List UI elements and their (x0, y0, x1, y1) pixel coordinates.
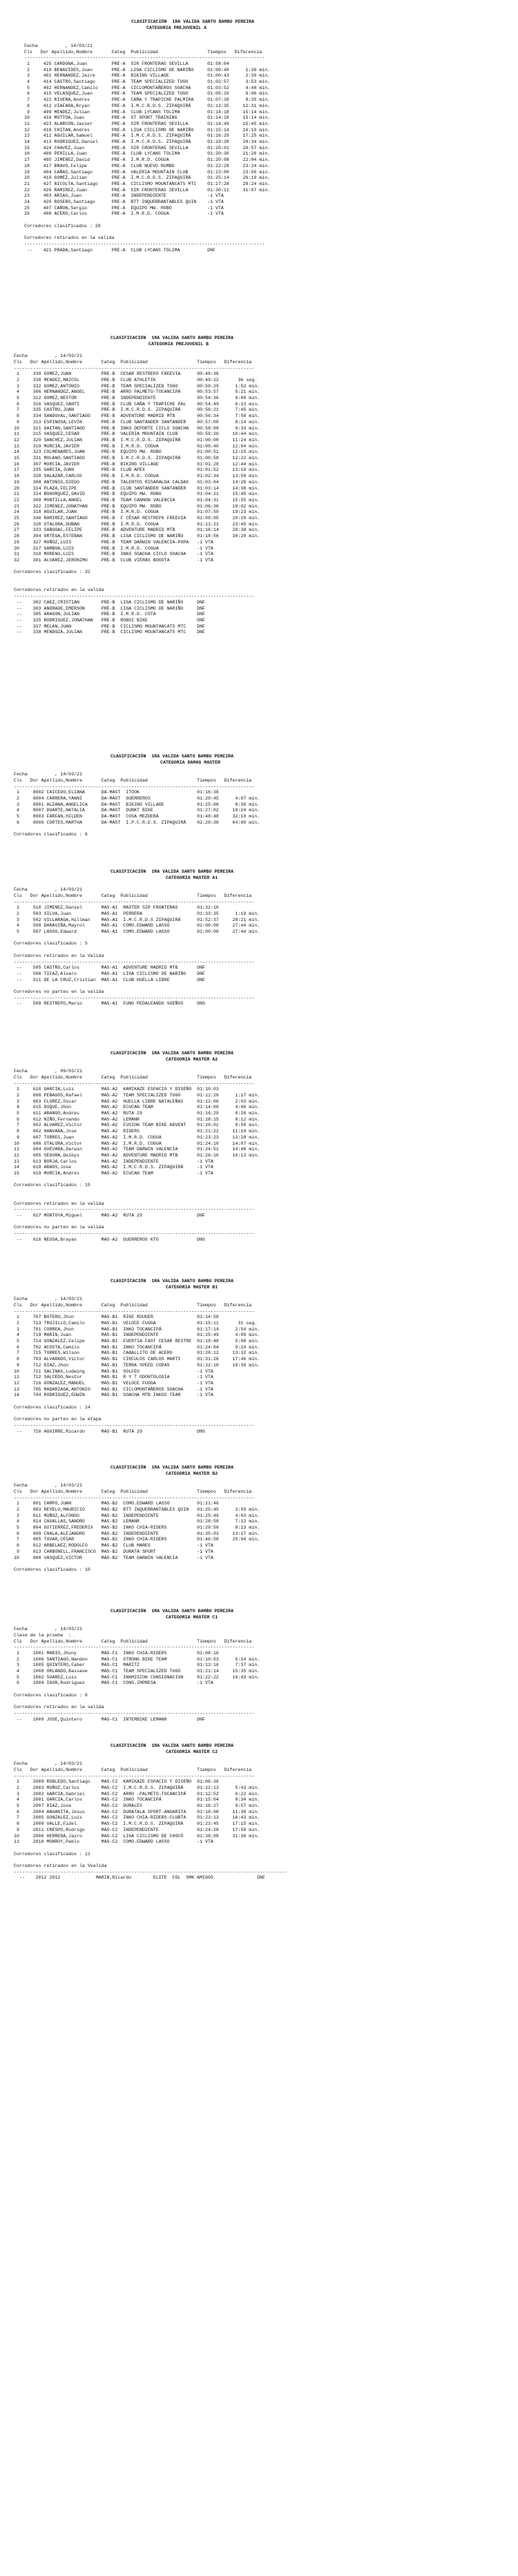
report-line: 26 406 ACERO,Carlos PRE-A I.M.R.D. COGUA -1 VTA (24, 211, 224, 217)
report-line: 29 327 MUÑOZ,LUIS PRE-B TEAM DARWIN VALENCIA-POPA -1 VTA (14, 539, 213, 545)
report-line: -- 337 MELAN,JUAN PRE-B CICLISMO MOUNTANCATS MTC DNF (14, 623, 205, 629)
report-line: Corredores clasificados : 15 (14, 1183, 90, 1188)
category-section (0, 1051, 518, 1243)
report-line: 10 416 MOTTOA,Juan PRE-A ST SPORT TRAINING 01:14:18 15:14 min. (24, 115, 271, 121)
category-section (0, 336, 518, 636)
report-line: Clase de la prueba : (14, 1632, 72, 1638)
report-line: -- 305 ARAGON,JULIAN PRE-B I.M.R.D. COTA DNF (14, 612, 205, 617)
report-line: 18 328 SALAZAR,CARLOS PRE-B I.M.R.D. COGUA 01:02:34 13:58 min. (14, 474, 260, 479)
report-line: 14 618 ARAOS,Jose MAS-A2 I.M.C.R.D.S. ZIPAQUIRÁ -1 VTA (14, 1165, 213, 1170)
report-line: 14 413 RODRIGUEZ,Daniel PRE-A I.M.C.R.D.S. ZIPAQUIRÁ 01:19:38 20:34 min. (24, 139, 271, 144)
report-line: 8 703 ALVARADO,Victor MAS-B1 CIRCULOS CARLOS MARTI 01:31:26 17:46 min. (14, 1357, 260, 1362)
report-line: 12 418 CHITAN,Andres PRE-A LIGA CICLISMO DE NARIÑO 01:15:14 16:10 min. (24, 127, 271, 133)
report-line: 7 805 TOVAR,CESAR MAS-B2 INKO CHIA-RIDERS 01:46:50 25:04 min. (14, 1537, 260, 1542)
report-line: -- 710 AGUIRRE,Ricardo MAS-B1 RUTA 29 DNS (14, 1429, 205, 1434)
report-line: 11 2010 MONROY,Pablo MAS-C2 COMO.EDWARD LASSO -1 VTA (14, 1839, 213, 1845)
report-line: 32 301 ALVAREZ,JERONIMO PRE-B CLUB VIERAS BOGOTA -1 VTA (14, 557, 213, 563)
report-line: Fecha , 14/03/21 (14, 1761, 82, 1767)
report-line: -- 303 ANDRADE,EMERSON PRE-B LIGA CICLISMO DE NARIÑO DNF (14, 606, 205, 611)
report-line: 21 324 BOHORQUEZ,DAVID PRE-B EQUIPO MW. ROBO 01:04:21 15:45 min. (14, 492, 260, 497)
report-line: 24 318 AGUILAR,JUAN PRE-B I.M.R.D. COGUA 01:07:59 19:23 min. (14, 510, 260, 515)
report-line: 2 1006 SANTIAGO,Nandon MAS-C1 STRONG BIKE TEAM 01:10:53 5:14 min. (14, 1656, 260, 1662)
report-line: -- 338 MENDOZA,JULIAN PRE-B CICLISMO MOUNTANCATS MTC DNF (14, 630, 205, 635)
report-line: 13 705 MADARIAGA,ANTONIO MAS-B1 CICLOMONTAÑEROS SOACHA -1 VTA (14, 1386, 213, 1392)
report-line: 3 603 FLOREZ,Oscar MAS-A2 HUELLA LIBRE NATALEÑAS 01:12:06 2:03 min. (14, 1098, 260, 1104)
report-line: 1 1001 MARIO,Jhony MAS-C1 INKO CHIA-RIDERS 01:08:16 (14, 1650, 219, 1656)
section-title: CLASIFICACIÓN 1RA VALIDA SANTO BAMBU PEREIRA (111, 1279, 234, 1284)
report-line: 17 405 JIMENEZ,David PRE-A I.M.R.D. COGUA 01:20:08 22:04 min. (24, 157, 271, 163)
report-line: ---------------------------------------------------------------------------------------- (14, 1422, 255, 1428)
report-line: 2 803 REVELO,MAURICIO MAS-B2 BTT INQUEBRANTABLES QUIN 01:25:45 3:59 min. (14, 1507, 260, 1512)
report-line: 26 320 OTALORA,DUBAN PRE-B I.M.R.D. COGUA 01:11:21 23:45 min. (14, 521, 260, 527)
report-line: ---------------------------------------------------------------------------------------- (14, 1231, 255, 1236)
category-title: CATEGORIA MASTER B2 (166, 1471, 218, 1476)
report-line: Corredores clasificados : 6 (14, 1692, 88, 1698)
report-line: 10 808 VASQUEZ,VICTOR MAS-B2 TEAM DARWIN VALENCIA -1 VTA (14, 1555, 213, 1560)
section-title: CLASIFICACIÓN 1RA VALIDA SANTO BAMBU PEREIRA (111, 336, 234, 340)
report-line: 16 307 MURCIA,JAVIER PRE-B BIKING VILLAGE 01:01:20 12:44 min. (14, 461, 260, 467)
report-line: 7 602 ALVAREZ,Victor MAS-A2 FUSION TEAM BIKE ADVENT 01:20:01 9:58 min. (14, 1123, 260, 1128)
report-line: 11 315 VASQUEZ,CESAR PRE-B VALERIA MOUNTAIN CLUB 00:59:20 10:44 min. (14, 432, 260, 437)
report-line: 7 2005 GONZALEZ,Luis MAS-C2 INKO CHIA-RIDERS-CLUBTA 01:23:13 16:43 min. (14, 1815, 260, 1821)
report-line: 11 423 ALARCON,Javier PRE-A SIR FRONTERAS SEVILLA 01:14:49 15:45 min. (24, 121, 271, 126)
report-line: 15 619 MURCIA,Andres MAS-A2 ECUCAN TEAM -1 VTA (14, 1171, 213, 1176)
report-line: ---------------------------------------------------------------------------------------- (14, 1495, 255, 1500)
report-line: 9 712 DIAZ,Jhon MAS-B1 TERRA SPEED COPAS 01:32:10 18:30 min. (14, 1362, 260, 1368)
report-line: ---------------------------------------------------------------------------------------- (14, 995, 255, 1000)
report-line: 8 602 HANVARA,Jose MAS-A2 RIDERS 01:21:22 11:19 min. (14, 1129, 260, 1134)
report-line: 6 612 NIÑO,Fernando MAS-A2 LEMANR 01:18:15 8:12 min. (14, 1116, 260, 1122)
section-title: CLASIFICACIÓN 1RA VALIDA SANTO BAMBU PEREIRA (111, 1465, 234, 1470)
section-title: CLASIFICACIÓN 1RA VALIDA SANTO BAMBU PEREIRA (111, 1609, 234, 1614)
report-line: 3 811 MUÑOZ,ALFONSO MAS-B2 INDEPENDIENTE 01:25:49 4:03 min. (14, 1513, 260, 1518)
report-line: ---------------------------------------------------------------------------------------- (14, 1308, 255, 1314)
report-line: 10 711 SALINAS,Ludwing MAS-B1 SOLFEO -1 VTA (14, 1368, 213, 1374)
report-line: 9 409 MENDEZ,Julian PRE-A CLUB LYCANS TOLIMA 01:14:18 15:14 min. (24, 109, 271, 115)
report-line: 23 403 ARIAS,Juan PRE-A INDEPENDIENTE -1 VTA (24, 193, 224, 199)
category-title: CATEGORIA MASTER B1 (166, 1284, 218, 1290)
report-line: 6 809 CHALA,ALEJANDRO MAS-B2 INDEPENDIENTE 01:35:03 13:17 min. (14, 1531, 260, 1536)
report-line: ---------------------------------------------------------------------------------------- (14, 594, 255, 599)
report-line: Corredores clasificados : 11 (14, 1851, 90, 1857)
report-line: 3 701 CORREA,Jhon MAS-B1 INKO TOCANCIPÁ 01:17:14 2:54 min. (14, 1326, 260, 1332)
report-line: 1 610 GARCIA,Luis MAS-A2 KAMIKAZE ESPACIO Y DISEÑO 01:10:03 (14, 1087, 219, 1092)
category-title: CATEGORIA PREJUVENIL A (146, 25, 207, 30)
report-line: Corredores retirados en la valida (14, 1705, 104, 1710)
report-line: 8 334 SANDOVAL,SANTIAGO PRE-B ADVENTURE MADRID MTB 00:56:34 7:58 min. (14, 414, 260, 419)
report-line: 20 410 GOMEZ,Julian PRE-A I.M.C.R.D.S. ZIPAQUIRÁ 01:25:14 26:10 min. (24, 175, 271, 181)
report-line: 4 1008 ORLANDO,Bassave MAS-C1 TEAM SPECIALIZED TUGO 01:21:14 15:35 min. (14, 1669, 260, 1674)
report-line: 19 404 CAÑAS,Santiago PRE-A VALERIA MOUNTAIN CLUB 01:23:00 23:56 min. (24, 169, 271, 175)
report-line: ---------------------------------------------------------------------------------------- (14, 1645, 255, 1650)
report-line: 4 615 DUQUE,Jhon MAS-A2 ECUCAN TEAM 01:14:09 4:06 min. (14, 1105, 260, 1110)
report-line: Corredores no partes en la valida (14, 989, 104, 994)
report-line: Corredores clasificados : 14 (14, 1404, 90, 1410)
report-line: 1 801 CAMPO,JUAN MAS-B2 COMO.EDWARD LASSO 01:21:46 (14, 1501, 219, 1507)
report-line: Cls Dor Apellido,Nombre Categ Publicidad Tiempos Diferencia (14, 1638, 252, 1644)
report-line: 17 335 GARCIA,JUAN PRE-B CLUB APEX 01:01:52 13:16 min. (14, 467, 260, 473)
report-line: Cls Dor Apellido,Nombre Categ Publicidad Tiempos Diferencia (14, 1074, 252, 1080)
report-line: 27 333 SABOGAL,FELIPE PRE-B ADVENTURE MADRID MTB 01:16:14 28:38 min. (14, 527, 260, 533)
report-line: 6 1004 IGOR,Rodriguez MAS-C1 CONS.IMPRESA -1 VTA (14, 1681, 213, 1686)
report-line: 1 2009 ROBLEDO,Santiago MAS-C2 KAMIKAZE ESPACIO Y DISEÑO 01:06:30 (14, 1779, 219, 1785)
report-line: -- 509 RESTREPO,Mario MAS-A1 FUNO PEDALEANDO SUEÑOS DNS (14, 1001, 205, 1007)
section-title: CLASIFICACIÓN 1RA VALIDA SANTO BAMBU PEREIRA (111, 869, 234, 874)
category-title: CATEGORIA PREJUVENIL B (148, 341, 209, 347)
report-line: ---------------------------------------------------------------------------------------- (14, 899, 255, 904)
report-line: Corredores clasificados : 10 (14, 1567, 90, 1572)
category-title: CATEGORIA MASTER A1 (166, 875, 218, 880)
report-line: 3 502 VILLARAGA,Hillman MAS-A1 I.M.C.R.D.S ZIPAQUIRÁ 01:52:37 20:21 min. (14, 917, 260, 922)
report-line: 15 331 MOLANO,SANTIAGO PRE-B I.M.C.R.D.S. ZIPAQUIRÁ 01:00:58 12:22 min. (14, 456, 260, 461)
report-line: 3 2002 GARCIA,Gabriel MAS-C2 ARRO -PALMETO-TOCANCIPÁ 01:12:52 6:22 min. (14, 1791, 260, 1797)
category-title: CATEGORIA MASTER C2 (166, 1749, 218, 1754)
report-line: 4 306 HERNANDEZ,ANGEL PRE-B ARRO PALMETO-TOCANCIPÁ 00:53:57 5:21 min. (14, 389, 260, 395)
report-line: 9 607 TORRES,Juan MAS-A2 I.M.R.D. COGUA 01:23:23 13:20 min. (14, 1134, 260, 1140)
report-line: 2 2003 MUÑOZ,Carlos MAS-C2 I.M.C.R.D.S. ZIPAQUIRÁ 01:12:13 5:43 min. (14, 1785, 260, 1790)
report-line: Cls Dor Apellido,Nombre Categ Publicidad Tiempos Diferencia (14, 1302, 252, 1308)
report-line: -- 506 TIFAZ,Alvaro MAS-A1 LIGA CICLISMO DE NARIÑO DNF (14, 971, 205, 976)
report-line: 4 718 MARIN,Juan MAS-B1 INDEPENDIENTE 01:25:49 4:09 min. (14, 1333, 260, 1338)
report-line: 16 408 PERILLA,Juan PRE-A CLUB LYCANS TOLIMA 01:20:30 21:26 min. (24, 151, 271, 157)
report-line: 13 319 MURCIA,JAVIER PRE-B I.M.R.D. COGUA 01:00:40 12:04 min. (14, 443, 260, 449)
report-line: 4 508 DARAVIÑA,Mayrol MAS-A1 COMO.EDWARD LASSO 02:00:00 27:44 min. (14, 923, 260, 929)
report-line: 6 8006 CORTES,MARTHA DA-MAST I.P.C.R.D.S. ZIPAQUIRÁ 02:20:38 64:00 min. (14, 820, 260, 825)
report-line: 14 704 RODRIGUEZ,EDWIN MAS-B1 SOACHA MTB INKOS TEAM -1 VTA (14, 1393, 213, 1398)
report-line: -- 302 CAEZ,CRISTIAN PRE-B LIGA CICLISMO DE NARIÑO DNF (14, 599, 205, 605)
report-line: 7 715 TORRES,Wilson MAS-B1 CABALLITO DE ACERO 01:28:12 13:32 min. (14, 1350, 260, 1356)
report-line: 6 415 VELASQUEZ,Juan PRE-A TEAM SPECIALIZED TUGO 01:05:10 6:06 min. (24, 91, 271, 97)
report-line: Corredores retirados en la valida (24, 235, 115, 241)
report-line: Cls Dor Apellido,Nombre Categ Publicidad Tiempos Diferencia (14, 359, 252, 365)
report-line: 11 712 SALCEDO,Nestor MAS-B1 R Y T ODONTOLOGIA -1 VTA (14, 1375, 213, 1380)
report-line: 3 401 HERNANDEZ,Jaire PRE-A BIKING VILLAGE 01:00:43 2:39 min. (24, 73, 271, 79)
report-line: 10 321 GAITAN,SANTIAGO PRE-B INKO DEPORTE CICLO SOACHA 00:58:09 9:33 min. (14, 425, 260, 431)
report-line: 10 2006 HERRERA,Jairo MAS-C2 LIGA CICLISMO DE CHOCÓ 01:38:09 31:39 min. (14, 1833, 260, 1839)
report-line: 2 503 SILVA,Juan MAS-A1 PERRERA 01:33:35 1:19 min. (14, 911, 260, 916)
report-line: Fecha , 14/03/21 (14, 354, 82, 359)
report-line: 8 812 ARBELAEZ,RODOLFO MAS-B2 CLUB MARES -1 VTA (14, 1543, 213, 1549)
report-line: 12 329 SANCHEZ,JULIAN PRE-B I.M.C.R.D.S. ZIPAQUIRÁ 01:00:00 11:24 min. (14, 437, 260, 443)
report-line: Cls Dor Apellido,Nombre Categ Publicidad Tiempos Diferencia (14, 777, 252, 783)
report-line: 5 312 GOMEZ,NESTOR PRE-B INDEPENDIENTE 00:54:36 6:00 min. (14, 396, 260, 400)
report-line: 25 407 CAÑON,Sergio PRE-A EQUIPO MW. ROBO -1 VTA (24, 205, 224, 211)
category-section (0, 19, 518, 253)
report-line: 8 2008 VALLE,Fidel MAS-C2 I.M.C.R.D.S. ZIPAQUIRÁ 01:23:45 17:15 min. (14, 1821, 260, 1827)
report-line: Corredores clasificados : 26 (24, 223, 101, 229)
report-line: 20 314 PLAZA,FELIPE PRE-B CLUB SANTANDER SANTANDER 01:03:14 14:38 min. (14, 485, 260, 491)
report-line: 19 308 ANTONIO,DIEGO PRE-B TALENTOS RISARALDA CALDAS 01:03:04 14:28 min. (14, 479, 260, 485)
category-section (0, 1279, 518, 1435)
report-line: -- 505 CASTRO,Carlos MAS-A1 ADVENTURE MADRID MTB DNF (14, 965, 205, 971)
section-title: CLASIFICACIÓN 1RA VALIDA SANTO BAMBU PEREIRA (111, 1743, 234, 1748)
report-line: Corredores no parten en la valida (14, 1225, 104, 1230)
report-line: 28 304 ORTEGA,ESTEBAN PRE-B LIGA CICLISMO DE NARIÑO 01:18:56 30:20 min. (14, 534, 260, 539)
report-line: Cls Dor Apellido,Nombre Categ Publicidad Tiempos Diferencia (14, 893, 252, 898)
category-section (0, 869, 518, 1007)
report-line: 11 604 GUEVARA,Darwin MAS-A2 TEAM DARWIN VALENCIA 01:24:51 14:48 min. (14, 1147, 260, 1152)
report-line: 31 310 MORENO,LUIS PRE-B INKO SOACHA CICLO SOACHA -1 VTA (14, 552, 213, 557)
report-line: 9 313 ESPINOSA,LEVIN PRE-B CLUB SANTANDER SANTANDER 00:57:00 8:24 min. (14, 419, 260, 425)
report-line: ---------------------------------------------------------------------------------------- (14, 1081, 255, 1086)
report-line: 7 422 RIVERA,Andres PRE-A CAÑA Y TRAPICHE PALMIRA 01:07:39 8:35 min. (24, 97, 271, 103)
report-line: 2 8004 CARRERA,YANNI DA-MAST GUERREROS 01:20:45 4:07 min. (14, 795, 260, 801)
report-line: 12 605 SEGURA,Deibys MAS-A2 ADVENTURE MADRID MTB 01:26:16 16:13 min. (14, 1152, 260, 1158)
report-line: 24 420 ROSERO,Santiago PRE-A BTT INQUEBRANTABLES QUIN -1 VTA (24, 200, 224, 204)
report-line: 8 412 VIAFARA,Bryan PRE-A I.M.C.R.D.S. ZIPAQUIRÁ 01:13:35 12:31 min. (24, 103, 271, 108)
report-line: Corredores retirados en la valida (14, 588, 104, 593)
report-line: -- 421 PRADA,Santiago PRE-A CLUB LYCANS TOLIMA DNF (24, 247, 215, 253)
report-line: 3 1005 QUINTERO,Faber MAS-C1 MARITZ 01:13:16 7:37 min. (14, 1663, 260, 1668)
report-line: Corredores clasificados : 32 (14, 570, 90, 575)
report-line: 15 424 CHAVEZ,Juan PRE-A SIR FRONTERAS SEVILLA 01:20:01 20:57 min. (24, 145, 271, 151)
report-line: ---------------------------------------------------------------------------------------- (14, 1710, 255, 1716)
report-line: Corredores retirados en la Vvalida (14, 1863, 107, 1868)
report-line: ---------------------------------------------------------------------------------------- (14, 959, 255, 965)
report-line: 6 316 VASQUEZ,SANTI PRE-B CLUB CAÑA Y TRAPICHE PAL 00:54:49 6:13 min. (14, 401, 260, 407)
report-line: 4 2001 GARCIA,Carlos MAS-C2 INKO TOCANCIPÁ 01:15:04 8:34 min. (14, 1797, 260, 1803)
report-line: -- 1009 JOSE,Quintero MAS-C1 INTERBIKE LEMANR DNF (14, 1716, 205, 1722)
category-section (0, 1609, 518, 1723)
category-title: CATEGORIA MASTER A2 (166, 1056, 218, 1062)
report-line: 3 8001 ALZANA,ANGELICA DA-MAST BIKING VILLAGE 01:25:08 8:30 min. (14, 802, 260, 807)
report-line: Corredores retirados en la valida (14, 1201, 104, 1206)
report-line: Fecha , 14/03/21 (14, 1483, 82, 1489)
report-line: 4 814 CASALLAS,SANDRO MAS-B2 LEMANR 01:28:58 7:12 min. (14, 1519, 260, 1524)
report-line: 9 2011 CRESPO,Rodrigo MAS-C2 INDEPENDIENTE 01:24:28 17:58 min. (14, 1827, 260, 1832)
report-line: 13 411 AGUILAR,Samuel PRE-A I.M.C.R.D.S. ZIPAQUIRÁ 01:16:29 17:25 min. (24, 133, 271, 139)
report-line: 5 402 HERNANDEZ,Camilo PRE-A CICLOMONTAÑEROS SOACHA 01:03:52 4:48 min. (24, 85, 271, 90)
report-line: ---------------------------------------------------------------------------------------------------- (14, 1869, 287, 1875)
report-line: ---------------------------------------------------------------------------------------- (14, 1773, 255, 1779)
report-line: 9 813 CARBONELL,FRANCISCO MAS-B2 DURATA SPORT -1 VTA (14, 1549, 213, 1554)
report-line: 25 340 RAMIREZ,SANTIAGO PRE-B F CÉSAR RESTREPO FREEVIA 01:09:05 20:29 min. (14, 516, 260, 521)
report-line: Cls Dor Apellido,Nombre Categ Publicidad Tiempos Diferencia (14, 1767, 252, 1772)
report-line: Fecha , 14/03/21 (14, 772, 82, 777)
report-line: 5 804 GUTIERREZ,FREDERIX MAS-B2 INKO CHIA-RIDERS 01:29:59 8:13 min. (14, 1525, 260, 1530)
report-line: 30 317 GAMBOA,LUIS PRE-B I.M.R.D. COGUA -1 VTA (14, 545, 213, 551)
report-line: 5 1002 SUAREZ,Luis MAS-C1 INKMISION CONSIGNACION 01:22:22 16:43 min. (14, 1674, 260, 1680)
report-line: -- 325 RODRIGUEZ,JONATHAN PRE-B ROBOI BIKE DNF (14, 617, 205, 623)
report-line: 7 335 CASTRO,JUAN PRE-B I.M.C.R.D.S. ZIPAQUIRÁ 00:56:21 7:45 min. (14, 407, 260, 413)
category-section (0, 1743, 518, 1881)
category-title: CATEGORIA MASTER C1 (166, 1614, 218, 1620)
report-line: 5 2007 DIAZ,Jose MAS-C2 DURALES 01:16:27 9:57 min. (14, 1803, 260, 1808)
report-line: -- 616 NEUSA,Brayan MAS-A2 GUERREROS KTO DNS (14, 1237, 205, 1242)
report-line: 4 8007 DUARTE,NATALIA DA-MAST DUNKT BIKE 01:27:02 10:24 min. (14, 808, 260, 813)
report-line: Cls Dor Apellido,Nombre Categ Publicidad Tiempos Diferencia (24, 49, 262, 55)
report-line: 10 606 OTALORA,Victor MAS-A2 I.M.R.D. COGUA 01:24:10 14:07 min. (14, 1141, 260, 1146)
report-line: Fecha , 14/03/21 (24, 43, 93, 48)
report-line: 22 309 MONTILLA,ANGEL PRE-B TEAM CANNON VALENCIA 01:04:31 15:55 min. (14, 497, 260, 503)
report-line: 21 427 NICOLTA,Santiago PRE-A CICLISMO MOUNTANCATS MTC 01:27:28 28:24 min. (24, 181, 271, 186)
section-title: CLASIFICACIÓN 1RA VALIDA SANTO BAMBU PEREIRA (111, 1051, 234, 1056)
report-line: Cls Dor Apellido,Nombre Categ Publicidad Tiempos Diferencia (14, 1489, 252, 1494)
report-line: -- 511 DE LA CRUZ,Cristian MAS-A1 CLUB HUELLA LIBRE DNF (14, 977, 205, 982)
section-title: CLASIFICACIÓN 1RA VALIDA SANTO BAMBU PEREIRA (111, 754, 234, 759)
report-line: 1 8002 CAICEDO,ELIANA DA-MAST ITOOK 01:16:38 (14, 790, 219, 795)
category-section (0, 754, 518, 838)
report-line: 2 338 MENDEZ,MAICOL PRE-B CLUB ATHLETIK 00:49:12 36 seg. (14, 377, 258, 382)
report-line: 6 2004 ANGARITA,Jesus MAS-C2 DURATALA SPORT-ANGARITA 01:18:08 11:38 min. (14, 1809, 260, 1814)
category-section (0, 1465, 518, 1573)
category-title: CATEGORIA DAMAS MASTER (160, 759, 221, 765)
report-line: 13 613 BORJA,Carlos MAS-A2 INDEPENDIENTE -1 VTA (14, 1159, 213, 1164)
report-line: Fecha , 09/03/21 (14, 1069, 82, 1074)
report-line: Fecha , 14/03/21 (14, 1627, 82, 1632)
report-line: Fecha , 14/03/21 (14, 887, 82, 893)
report-line: 5 611 ARANGO,Andres MAS-A2 RUTA 29 01:16:29 6:26 min. (14, 1111, 260, 1116)
section-title: CLASIFICACIÓN 1RA VALIDA SANTO BAMBU PEREIRA (131, 19, 255, 24)
report-line: Corredores retirados en la Valida (14, 953, 104, 958)
report-line: 18 417 BRAVO,Felipe PRE-A CLUB NUEVO RUMBO 01:22:28 23:24 min. (24, 163, 271, 168)
report-line: 12 716 GONZALEZ,MANUEL MAS-B1 VELOCE FUGGA -1 VTA (14, 1380, 213, 1386)
report-line: ---------------------------------------------------------------------------------------- (24, 55, 265, 61)
report-line: 23 322 JIMENEZ,JONATHAN PRE-B EQUIPO MW. ROBO 01:06:38 18:02 min. (14, 503, 260, 509)
report-line: -- 617 MONTOYA,Miguel MAS-A2 RUTA 29 DNF (14, 1212, 205, 1218)
report-line: 22 426 RAMIREZ,Juan PRE-A SIR FRONTERAS SEVILLA 01:30:11 31:07 min. (24, 187, 271, 193)
report-line: 14 323 COLMENARES,JUAN PRE-B EQUIPO MW. ROBO 01:00:51 12:15 min. (14, 449, 260, 455)
report-line: Corredores no partes en la etapa (14, 1417, 102, 1422)
report-line: 5 507 LASSO,Edward MAS-A1 COMO.EDWARD LASSO 02:00:00 27:44 min. (14, 929, 260, 934)
report-line: 2 713 TRUJILLO,Camilo MAS-B1 VELOCE FUGGA 01:15:11 31 seg. (14, 1320, 258, 1326)
report-line: Corredores clasificados : 5 (14, 941, 88, 947)
report-line: 3 332 GOMEZ,ANTONIO PRE-B TEAM SPECIALIZED TUGO 00:50:29 1:53 min. (14, 383, 260, 389)
report-line: Fecha , 14/03/21 (14, 1297, 82, 1302)
report-line: 1 510 JIMENEZ,Daniel MAS-A1 MASTER SIR FRONTERAS 01:32:16 (14, 905, 219, 911)
report-line: ---------------------------------------------------------------------------------------- (14, 784, 255, 789)
report-line: 1 425 CARDONA,Juan PRE-A SIR FRONTERAS SEVILLA 01:58:04 (24, 61, 229, 66)
report-line: 5 8003 FARFAN,HILDEN DA-MAST COSA MEZDERA 01:48:48 32:10 min. (14, 814, 260, 819)
report-line: ---------------------------------------------------------------------------------------- (14, 1207, 255, 1212)
report-line: Corredores clasificados : 6 (14, 832, 88, 837)
report-line: 2 608 PENAGOS,Rafael MAS-A2 TEAM SPECIALIZED TUGO 01:11:20 1:17 min. (14, 1092, 260, 1098)
report-line: 4 414 CASTRO,Santiago PRE-A TEAM SPECIALIZED TUGO 01:02:57 3:53 min. (24, 79, 271, 84)
report-line: 2 419 BENAVIDES,Juan PRE-A LIGA CICLISMO DE NARIÑO 01:00:40 1:36 min. (24, 67, 271, 72)
report-line: ---------------------------------------------------------------------------------------- (24, 241, 265, 246)
report-line: 6 702 ACOSTA,Camilo MAS-B1 INKO TOCANCIPÁ 01:24:04 9:24 min. (14, 1344, 260, 1350)
report-line: -- 2012 2012 MARIN,Ricardo ELITE COL SMK AMIGOS DNF (14, 1875, 266, 1881)
report-line: 1 707 BOTERO,Jhon MAS-B1 RIKE ROUGER 01:14:50 (14, 1315, 219, 1320)
report-line: ---------------------------------------------------------------------------------------- (14, 365, 255, 371)
report-line: 1 339 GOMEZ,JUAN PRE-B CESAR RESTREPO FREEVIA 00:48:36 (14, 371, 219, 377)
report-line: 5 714 GONZALEZ,Felipe MAS-B1 FUERTIA FAST CESAR RESTRE 01:19:48 5:08 min. (14, 1339, 260, 1344)
